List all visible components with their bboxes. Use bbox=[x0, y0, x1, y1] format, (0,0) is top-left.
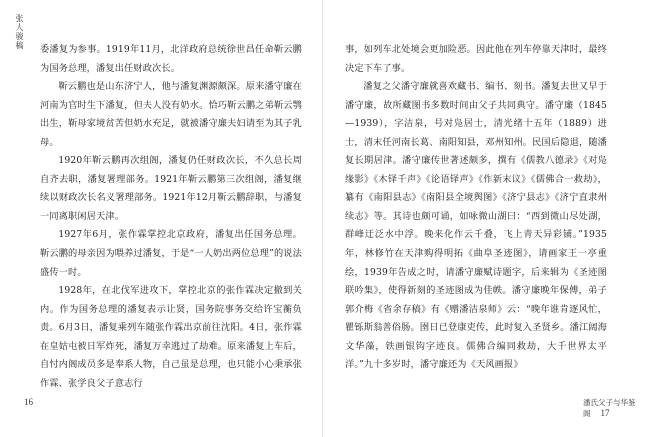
paragraph: 委潘复为参事。1919年11月，北洋政府总统徐世昌任命靳云鹏为国务总理，潘复出任财政次长。 bbox=[40, 44, 302, 74]
right-page bbox=[323, 0, 645, 437]
running-head: 张人骏稿 bbox=[15, 14, 24, 50]
left-page bbox=[0, 0, 322, 437]
paragraph: 1927年6月，张作霖掌控北京政府，潘复出任国务总理。靳云鹏的母亲因为喂养过潘复，于是“一人奶出两位总理”的说法盛传一时。 bbox=[40, 229, 302, 278]
paragraph: 潘复之父潘守廉就喜欢藏书、编书、刻书。潘复去世又早于潘守廉，故所藏图书多数时间由父子共同典守。潘守廉（1845—1939），字洁泉，号对凫居士，清光绪十五年（1889）进士，清末任河南长葛、南阳知县，邓州知州。民国后隐退，随潘复长期居津。潘守廉传世著述颇多，撰有《儒教八德录》《对凫缘影》《木铎千声》《论语铎声》《作新末议》《儒佛合一救劫》，纂有《南阳县志》《南阳县全境舆图》《济宁县志》《济宁直隶州续志》等。其诗也颇可诵，如咏微山湖曰：“西到微山尽处湖，群峰迂泛水中浮。晚来化作云千叠，飞上青天异彩铺。”1935年，林修竹在天津购得明拓《曲阜圣迹图》，请画家王一亭重绘，1939年告成之时，请潘守廉赋诗题字，后来辑为《圣迹图联吟集》，使得新刻的圣迹图成为佳帙。潘守廉晚年保傅，弟子郭介梅《省余存稿》有《赠潘洁泉师》云：“晚年谁肯逐风忙，瞿铄斯翁善俗肠。圉日已登康吏传，此时复入圣贤乡。潘江阔海文华藻，铁画银钩字迹良。儒佛合编同救劫，大千世界太平洋。”九十多岁时，潘守廉还为《天风画报》 bbox=[345, 81, 607, 371]
paragraph: 事，如列车北处境会更加险恶。因此他在列车停靠天津时，最终决定下车了事。 bbox=[345, 44, 607, 74]
page-number: 16 bbox=[24, 397, 33, 407]
paragraph: 1928年，在北伐军进攻下，掌控北京的张作霖决定撤到关内。作为国务总理的潘复表示让贤，国务院事务交给许宝蘅负责。6月3日，潘复乘列车随张作霖出京前往沈阳。4日，张作霖在皇姑屯被日军炸死，潘复万幸逃过了劫难。原来潘复上车后，自忖内阁成员多是奉系人物，自己虽是总理，也只能小心秉承张作霖、张学良父子意志行 bbox=[40, 285, 302, 389]
paragraph: 靳云鹏也是山东济宁人，他与潘复渊源颇深。原来潘守廉在河南为官时生下潘复，但夫人没有奶水。恰巧靳云鹏之弟靳云鹗出生，靳母家境贫苦但奶水充足，就被潘守廉夫妇请至为其子乳母。 bbox=[40, 81, 302, 148]
running-footer: 潘氏父子与华鉴阁 bbox=[583, 398, 636, 418]
right-text-block bbox=[345, 41, 607, 375]
page-number: 17 bbox=[600, 408, 610, 418]
left-text-block bbox=[40, 41, 302, 393]
page-footer bbox=[583, 397, 645, 419]
paragraph: 1920年靳云鹏再次组阁，潘复仍任财政次长，不久总长周自齐去职，潘复署理部务。1921年靳云鹏第三次组阁，潘复继续以财政次长名义署理部务。1921年12月靳云鹏辞职，与潘复一同离职闲居天津。 bbox=[40, 155, 302, 222]
